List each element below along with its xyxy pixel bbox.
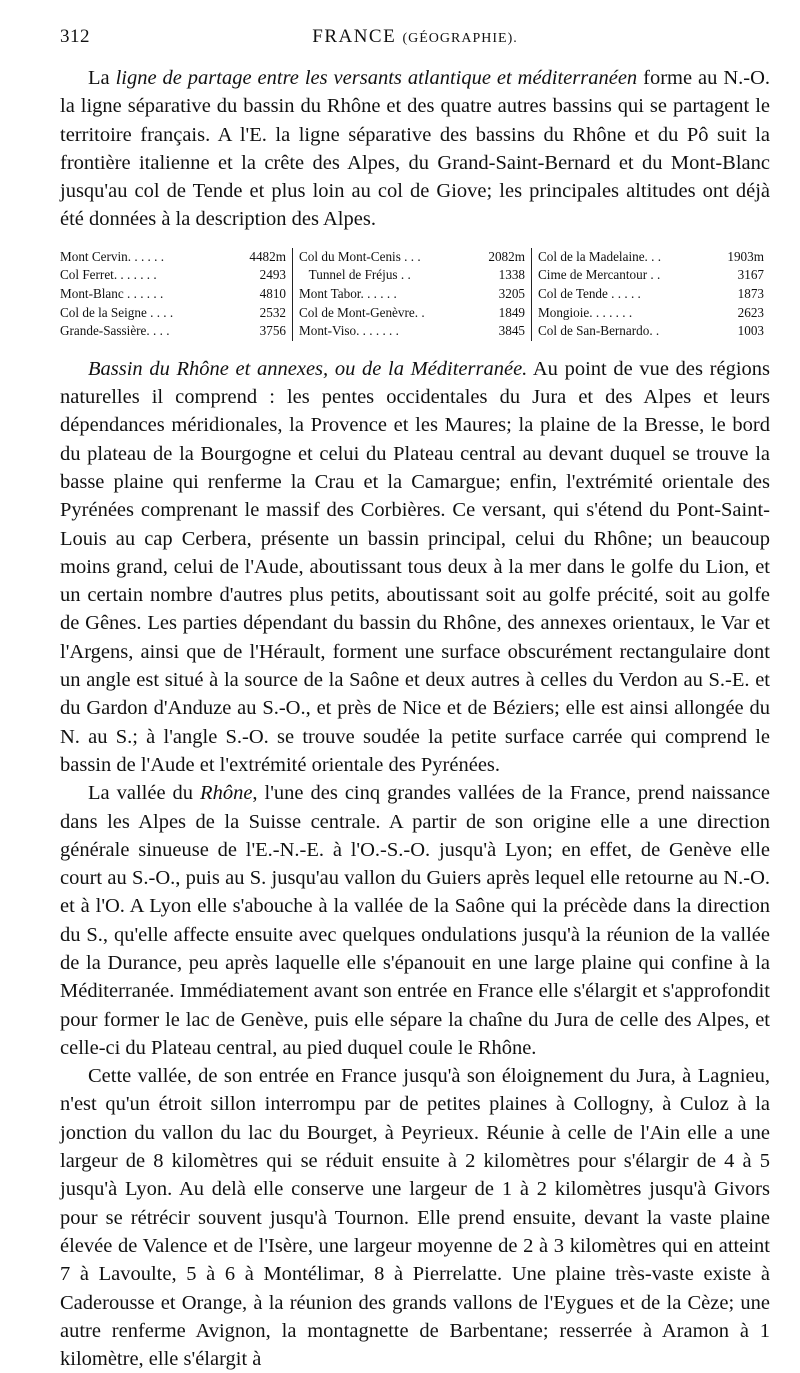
altitude-column-3	[531, 248, 770, 341]
altitude-value: 2493	[259, 267, 286, 283]
altitude-name: Cime de Mercantour . .	[538, 267, 661, 283]
paragraph-valley-widths: Cette vallée, de son entrée en France jusqu'à son éloignement du Jura, à Lagnieu, n'est qu'un étroit sillon interrompu par de petites plaines à Collogny, à Culoz à la jonction du vallon du lac du Bourget, à Peyrieux. Réunie à celle de l'Ain elle a une largeur de 8 kilomètres qui se réduit ensuite à 2 kilomètres pour s'élargir de 4 à 5 jusqu'à Lyon. Au delà elle conserve une largeur de 1 à 2 kilomètres jusqu'à Givors pour se rétrécir souvent jusqu'à Tournon. Elle prend ensuite, devant la vaste plaine élevée de Valence et de l'Isère, une largeur moyenne de 2 à 3 kilomètres qui en atteint 7 à Lavoulte, 5 à 6 à Montélimar, 8 à Pierrelatte. Une plaine très-vaste existe à Caderousse et Orange, à la réunion des grands vallons de l'Eygues et de la Cèze; une autre renferme Avignon, la montagnette de Barbentane; resserrée à Aramon à 1 kilomètre, elle s'élargit à	[60, 1065, 770, 1371]
altitude-name: Mont-Viso. . . . . . .	[299, 323, 399, 339]
paragraph-rhone-basin-text: Au point de vue des régions naturelles il comprend : les pentes occidentales du Jura et des Alpes et leurs dépendances méridionales, la Provence et les Maures; la plaine de la Bresse, le bord du plateau de la Bourgogne et celui du Plateau central au devant duquel se trouve la basse plaine qui renferme la Crau et la Camargue; enfin, l'extrémité orientale des Pyrénées comprenant le massif des Corbières. Ce versant, qui s'étend du Pont-Saint-Louis au cap Cerbera, présente un bassin principal, celui du Rhône; un beaucoup moins grand, celui de l'Aude, aboutissant tous deux à la mer dans le golfe du Lion, et un certain nombre d'autres plus petits, aboutissant soit au golfe précité, soit au golfe de Gênes. Les parties dépendant du bassin du Rhône, des annexes orientaux, le Var et l'Argens, ainsi que de l'Hérault, forment une surface obscurément rectangulaire dont un angle est situé à la source de la Saône et deux autres à celles du Verdon au S.-E. et du Gardon d'Anduze au S.-O., et près de Nice et de Béziers; elle est ainsi allongée du N. au S.; à l'angle S.-O. se trouve soudée la petite surface carrée qui comprend le bassin de l'Aude et l'extrémité orientale des Pyrénées.	[60, 357, 770, 776]
altitude-row	[538, 322, 764, 341]
altitude-name: Mongioie. . . . . . .	[538, 304, 633, 320]
altitude-row	[299, 304, 525, 323]
altitude-column-2	[292, 248, 531, 341]
paragraph-rhone-valley-italic: Rhône	[200, 782, 253, 805]
running-title	[60, 26, 770, 48]
altitude-name: Col de Mont-Genèvre. .	[299, 304, 425, 320]
altitude-row	[538, 285, 764, 304]
altitude-row	[538, 248, 764, 267]
altitude-name: Col Ferret. . . . . . .	[60, 267, 157, 283]
altitude-value: 2082m	[488, 248, 525, 264]
altitude-row	[538, 266, 764, 285]
running-title-main: FRANCE	[312, 26, 397, 47]
paragraph-rhone-basin	[60, 355, 770, 779]
altitude-name: Tunnel de Fréjus . .	[299, 267, 411, 283]
altitude-name: Mont Cervin. . . . . .	[60, 248, 165, 264]
altitude-value: 2532	[259, 304, 286, 320]
altitude-column-1	[60, 248, 292, 341]
altitude-name: Mont Tabor. . . . . .	[299, 285, 397, 301]
section-heading-rhone-basin: Bassin du Rhône et annexes, ou de la Méditerranée.	[88, 357, 528, 380]
paragraph-rhone-valley-text: , l'une des cinq grandes vallées de la France, prend naissance dans les Alpes de la Suisse centrale. A partir de son origine elle a une direction générale sinueuse de l'E.-N.-E. à l'O.-S.-O. jusqu'à Lyon; en effet, de Genève elle court au S.-O., puis au S. jusqu'au vallon du Guiers après lequel elle retourne au N.-O. et à l'O. A Lyon elle s'abouche à la vallée de la Saône qui la précède dans la direction du S., qu'elle affecte ensuite avec quelques ondulations jusqu'à la réunion de la vallée de la Durance, peu après laquelle elle s'épanouit en une large plaine qui confine à la Méditerranée. Immédiatement avant son entrée en France elle s'élargit et s'approfondit pour former le lac de Genève, puis elle sépare la chaîne du Jura de celle des Alpes, et celle-ci du Plateau central, au pied duquel coule le Rhône.	[60, 782, 771, 1059]
altitude-value: 4810	[259, 285, 286, 301]
altitude-row	[538, 304, 764, 323]
altitude-name: Mont-Blanc . . . . . .	[60, 285, 164, 301]
paragraph-watershed-lead: La	[88, 67, 116, 89]
altitude-row	[299, 285, 525, 304]
paragraph-rhone-valley-lead: La vallée du	[88, 782, 201, 805]
paragraph-watershed-text: forme au N.-O. la ligne séparative du bassin du Rhône et des quatre autres bassins qui se partagent le territoire français. A l'E. la ligne séparative des bassins du Rhône et du Pô suit la frontière italienne et la crête des Alpes, du Grand-Saint-Bernard et du Mont-Blanc jusqu'au col de Tende et plus loin au col de Giove; les principales altitudes ont déjà été données à la description des Alpes.	[60, 67, 771, 231]
paragraph-watershed-italic: ligne de partage entre les versants atlantique et méditerranéen	[115, 67, 638, 89]
altitude-value: 1003	[737, 323, 764, 339]
altitude-name: Col du Mont-Cenis . . .	[299, 248, 421, 264]
altitude-row	[60, 285, 286, 304]
document-page	[60, 22, 770, 1373]
altitude-value: 1338	[498, 267, 525, 283]
altitude-row	[299, 322, 525, 341]
paragraph-watershed	[60, 64, 770, 234]
running-title-sub: (GÉOGRAPHIE).	[402, 31, 518, 46]
altitude-name: Col de Tende . . . . .	[538, 285, 641, 301]
altitude-table	[60, 248, 770, 341]
altitude-value: 3167	[737, 267, 764, 283]
altitude-name: Col de la Madelaine. . .	[538, 248, 662, 264]
altitude-value: 2623	[737, 304, 764, 320]
altitude-value: 1903m	[727, 248, 764, 264]
altitude-name: Col de San-Bernardo. .	[538, 323, 660, 339]
altitude-value: 3205	[498, 285, 525, 301]
altitude-value: 3756	[259, 323, 286, 339]
altitude-row	[299, 266, 525, 285]
altitude-row	[60, 322, 286, 341]
altitude-name: Col de la Seigne . . . .	[60, 304, 174, 320]
altitude-row	[60, 248, 286, 267]
altitude-value: 1873	[737, 285, 764, 301]
page-number: 312	[60, 26, 90, 47]
paragraph-rhone-valley	[60, 779, 770, 1062]
altitude-row	[60, 266, 286, 285]
altitude-row	[60, 304, 286, 323]
altitude-value: 1849	[498, 304, 525, 320]
altitude-name: Grande-Sassière. . . .	[60, 323, 170, 339]
altitude-row	[299, 248, 525, 267]
page-header	[60, 22, 770, 52]
altitude-value: 4482m	[249, 248, 286, 264]
altitude-value: 3845	[498, 323, 525, 339]
